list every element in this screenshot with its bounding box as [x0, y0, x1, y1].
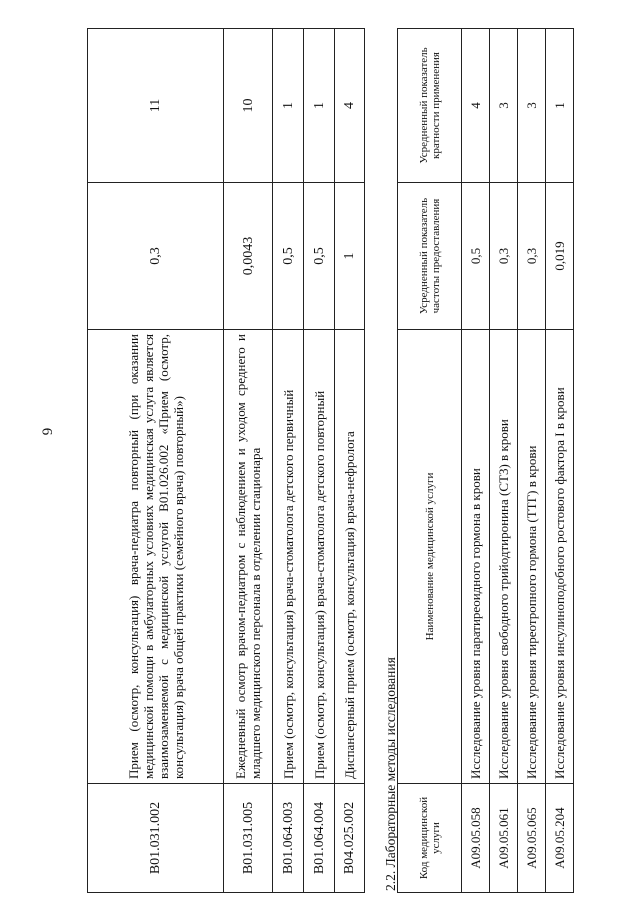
service-multiplicity: 4	[335, 29, 365, 183]
lab-frequency: 0,5	[462, 183, 490, 330]
lab-multiplicity: 4	[462, 29, 490, 183]
page-number: 6	[38, 427, 55, 436]
lab-name: Исследование уровня тиреотропного гормона (ТТГ) в крови	[518, 330, 546, 784]
lab-multiplicity: 3	[490, 29, 518, 183]
lab-name: Исследование уровня свободного трийодтиронина (СТ3) в крови	[490, 330, 518, 784]
lab-multiplicity: 3	[518, 29, 546, 183]
service-code: B01.031.002	[88, 784, 224, 893]
lab-multiplicity: 1	[546, 29, 574, 183]
table-row	[273, 29, 304, 893]
services-table	[87, 28, 365, 893]
lab-code: A09.05.065	[518, 784, 546, 893]
service-name: Прием (осмотр, консультация) врача-педиатра повторный (при оказании медицинской помощи в амбулаторных условиях медицинская услуга является взаимозаменяемой с медицинской услугой B01.026.002 «Прием (осмотр, консультация) врача общей практики (семейного врача) повторный»)	[88, 330, 224, 784]
service-multiplicity: 11	[88, 29, 224, 183]
service-multiplicity: 1	[273, 29, 304, 183]
service-name: Диспансерный прием (осмотр, консультация) врача-нефролога	[335, 330, 365, 784]
lab-frequency: 0,3	[490, 183, 518, 330]
lab-name: Исследование уровня паратиреоидного гормона в крови	[462, 330, 490, 784]
table-row	[335, 29, 365, 893]
lab-frequency: 0,019	[546, 183, 574, 330]
service-name: Ежедневный осмотр врачом-педиатром с наблюдением и уходом среднего и младшего медицинского персонала в отделении стационара	[224, 330, 273, 784]
lab-code: A09.05.058	[462, 784, 490, 893]
table-row	[490, 29, 518, 893]
table-row	[546, 29, 574, 893]
table-row	[224, 29, 273, 893]
service-code: B01.031.005	[224, 784, 273, 893]
service-multiplicity: 1	[304, 29, 335, 183]
header-name: Наименование медицинской услуги	[398, 330, 462, 784]
header-multiplicity: Усредненный показатель кратности применения	[398, 29, 462, 183]
service-frequency: 0,0043	[224, 183, 273, 330]
service-code: B01.064.004	[304, 784, 335, 893]
table-row	[88, 29, 224, 893]
service-code: B01.064.003	[273, 784, 304, 893]
lab-methods-table	[397, 28, 574, 893]
service-frequency: 0,5	[273, 183, 304, 330]
service-frequency: 0,3	[88, 183, 224, 330]
header-code: Код медицинской услуги	[398, 784, 462, 893]
service-name: Прием (осмотр, консультация) врача-стоматолога детского повторный	[304, 330, 335, 784]
table-row	[304, 29, 335, 893]
service-name: Прием (осмотр, консультация) врача-стоматолога детского первичный	[273, 330, 304, 784]
service-frequency: 0,5	[304, 183, 335, 330]
table-header-row	[398, 29, 462, 893]
table-row	[462, 29, 490, 893]
lab-code: A09.05.061	[490, 784, 518, 893]
lab-name: Исследование уровня инсулиноподобного ростового фактора I в крови	[546, 330, 574, 784]
table-row	[518, 29, 546, 893]
rotated-page-content	[87, 28, 567, 893]
lab-table-clip	[397, 28, 567, 893]
lab-frequency: 0,3	[518, 183, 546, 330]
service-multiplicity: 10	[224, 29, 273, 183]
header-frequency: Усредненный показатель частоты предоставления	[398, 183, 462, 330]
lab-code: A09.05.204	[546, 784, 574, 893]
service-frequency: 1	[335, 183, 365, 330]
section-title: 2.2. Лабораторные методы исследования	[383, 657, 398, 891]
service-code: B04.025.002	[335, 784, 365, 893]
